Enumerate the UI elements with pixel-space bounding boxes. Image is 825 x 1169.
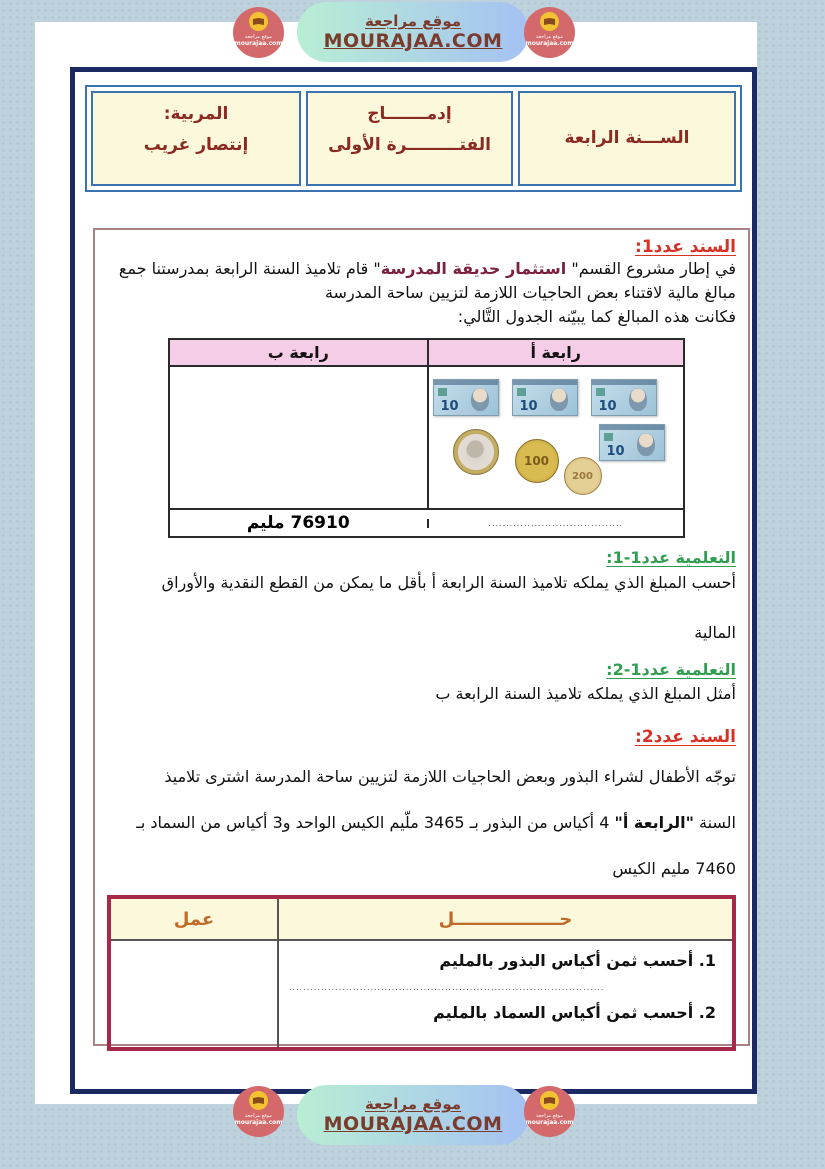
- badge-label-en: mourajaa.com: [525, 1119, 574, 1126]
- site-name-english: MOURAJAA.COM: [323, 30, 503, 52]
- task-item-2: 2. أحسب ثمن أكياس السماد بالمليم: [433, 1003, 716, 1022]
- site-footer-link[interactable]: [297, 1085, 529, 1145]
- banknote-stripe: [600, 425, 664, 430]
- section2-line2-after: 4 أكياس من البذور بـ 3465 ملّيم الكيس الواحد و3 أكياس من السماد بـ: [136, 813, 615, 832]
- site-name-arabic: موقع مراجعة: [364, 12, 462, 30]
- mourajaa-logo-icon: [540, 1091, 559, 1110]
- section1-line1-after: " قام تلاميذ السنة الرابعة بمدرستنا جمع: [118, 259, 381, 278]
- grade-label: الســـنة الرابعة: [564, 127, 690, 148]
- banknote-value: 10: [440, 399, 459, 414]
- teacher-title: المربية:: [163, 104, 229, 124]
- money-col-4a-header: رابعة أ: [427, 340, 684, 365]
- section1-heading: السند عدد1:: [635, 237, 736, 257]
- activity1-line2: المالية: [694, 623, 736, 642]
- task-item-1: 1. أحسب ثمن أكياس البذور بالمليم: [439, 951, 716, 970]
- banknote-value: 10: [598, 399, 617, 414]
- site-name-arabic: موقع مراجعة: [364, 1095, 462, 1113]
- site-badge: [524, 1086, 575, 1137]
- banknote-10-dinars: [591, 379, 657, 416]
- activity1-heading: التعلمية عدد1-1:: [606, 548, 736, 567]
- solution-cell: [277, 941, 732, 1047]
- banknote-portrait: [471, 388, 489, 411]
- solution-col-header: حـــــــــــــــــل: [277, 899, 732, 941]
- money-table-header-row: [170, 340, 683, 365]
- banknote-portrait: [629, 388, 647, 411]
- banknote-portrait: [550, 388, 568, 411]
- badge-label-ar: موقع مراجعة: [245, 34, 272, 40]
- banknote-value: 10: [519, 399, 538, 414]
- section1-project-title: استثمار حديقة المدرسة: [380, 259, 567, 278]
- site-badge: [233, 1086, 284, 1137]
- amount-4a-dots: ......................................: [427, 519, 684, 528]
- section2-line2: [107, 811, 736, 835]
- section1-line1-before: في إطار مشروع القسم": [566, 259, 736, 278]
- banknote-10-dinars: [512, 379, 578, 416]
- section1-line2: مبالغ مالية لاقتناء بعض الحاجيات اللازمة لتزيين ساحة المدرسة: [324, 283, 736, 302]
- worksheet-header-table: [85, 85, 742, 192]
- site-badge: [233, 7, 284, 58]
- coin-bimetallic-5-dinars: [453, 429, 499, 475]
- money-table-amount-row: [170, 508, 683, 536]
- banknote-watermark: [604, 433, 613, 441]
- section2-line3: 7460 مليم الكيس: [612, 859, 736, 878]
- work-cell-empty: [111, 941, 277, 1047]
- work-table: [107, 895, 736, 1051]
- teacher-cell: [91, 91, 301, 186]
- amount-4b-value: 76910 مليم: [246, 513, 350, 533]
- mourajaa-logo-icon: [249, 12, 268, 31]
- subject-line2: الفتـــــــــرة الأولى: [328, 135, 491, 156]
- badge-label-en: mourajaa.com: [525, 40, 574, 47]
- money-col-4b-header: رابعة ب: [170, 340, 427, 365]
- activity1-line1: أحسب المبلغ الذي يملكه تلاميذ السنة الرابعة أ بأقل ما يمكن من القطع النقدية والأوراق: [161, 573, 736, 592]
- grade-cell: [518, 91, 736, 186]
- section1-line1: [107, 257, 736, 281]
- money-cell-4a: [427, 367, 684, 508]
- banknote-watermark: [596, 388, 605, 396]
- badge-label-ar: موقع مراجعة: [536, 34, 563, 40]
- banknote-stripe: [592, 380, 656, 385]
- section1-line3: فكانت هذه المبالغ كما يبيّنه الجدول التَّالي:: [457, 307, 736, 326]
- money-table: [168, 338, 685, 538]
- section2-line1: توجّه الأطفال لشراء البذور وبعض الحاجيات اللازمة لتزيين ساحة المدرسة اشترى تلاميذ: [164, 767, 736, 786]
- banknote-portrait: [637, 433, 655, 456]
- work-table-header-row: [111, 899, 732, 941]
- answer-dots-line: .........................................................................................: [289, 983, 605, 992]
- banknote-10-dinars: [599, 424, 665, 461]
- coin-200-millimes: 200: [564, 457, 602, 495]
- money-cell-4b-empty: [170, 367, 427, 508]
- banknote-watermark: [517, 388, 526, 396]
- money-table-images-row: [170, 365, 683, 508]
- banknote-stripe: [513, 380, 577, 385]
- badge-label-ar: موقع مراجعة: [245, 1113, 272, 1119]
- badge-label-en: mourajaa.com: [234, 1119, 283, 1126]
- site-badge: [524, 7, 575, 58]
- mourajaa-logo-icon: [540, 12, 559, 31]
- banknote-watermark: [438, 388, 447, 396]
- section2-class-name: "الرابعة أ": [614, 813, 694, 832]
- subject-cell: [306, 91, 513, 186]
- worksheet-content-box: [93, 228, 750, 1046]
- mourajaa-logo-icon: [249, 1091, 268, 1110]
- badge-label-en: mourajaa.com: [234, 40, 283, 47]
- work-table-body-row: [111, 941, 732, 1047]
- banknote-stripe: [434, 380, 498, 385]
- site-header-link[interactable]: [297, 2, 529, 62]
- activity2-heading: التعلمية عدد1-2:: [606, 660, 736, 679]
- teacher-name: إنتصار غريب: [143, 135, 249, 156]
- subject-line1: إدمـــــــاج: [367, 104, 452, 124]
- work-col-header: عمل: [111, 899, 277, 941]
- badge-label-ar: موقع مراجعة: [536, 1113, 563, 1119]
- coin-100-millimes: 100: [515, 439, 559, 483]
- worksheet-frame: [70, 67, 757, 1094]
- section2-line2-before: السنة: [693, 813, 736, 832]
- site-name-english: MOURAJAA.COM: [323, 1113, 503, 1135]
- activity2-line1: أمثل المبلغ الذي يملكه تلاميذ السنة الرابعة ب: [435, 684, 736, 703]
- banknote-10-dinars: [433, 379, 499, 416]
- coin-portrait: [466, 440, 486, 464]
- section2-heading: السند عدد2:: [635, 727, 736, 747]
- banknote-value: 10: [606, 444, 625, 459]
